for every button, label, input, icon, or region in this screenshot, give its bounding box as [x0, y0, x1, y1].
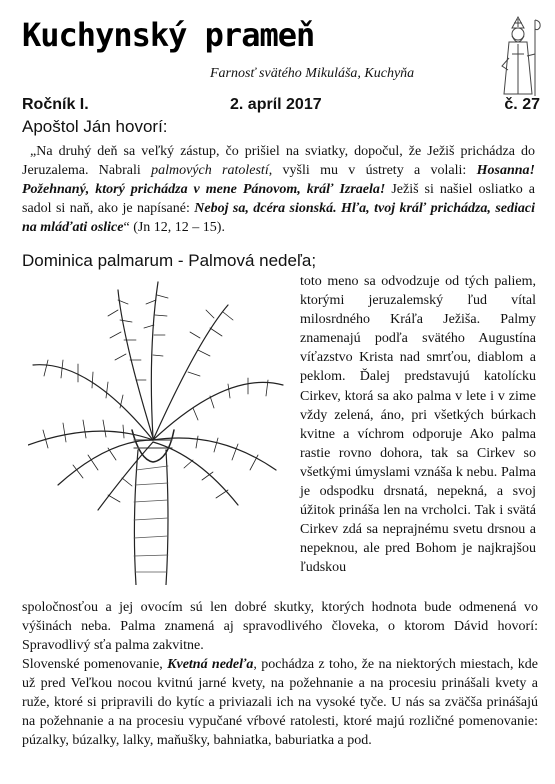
saint-nicholas-illustration [492, 14, 544, 98]
palm-tree-illustration [28, 280, 286, 585]
palm-sunday-column-text: toto meno sa odvodzuje od tých paliem, ktorými jeruzalemský ľud vítal milosrdného Kráľa Ježiša. Palmy znamenajú podľa svätého Augustína víťazstvo Krista nad smrťou, diablom a peklom. Ďalej predstavujú katolícku Cirkev, ktorá sa ako palma v lete i v zime vždy zelená, áno, pri všetkých búrkach kvitne a víchrom odporuje Ako palma rastie rovno dohora, tak sa Cirkev so všetkými úmyslami vznáša k nebu. Palma je odspodku drsnatá, nepekná, a svoj úžitok prináša len na vrcholci. Tak i svätá Cirkev zdá sa neprajnému svetu drsnou a nepeknou, ale pred Bohom je najkrajšou ľudskou [300, 274, 536, 576]
slovak-name-paragraph: Slovenské pomenovanie, Kvetná nedeľa, pochádza z toho, že na niektorých miestach, kde už pred Veľkou nocou kvitnú jarné kvety, na požehnanie a na procesiu prinášali kvety a ruže, ktoré si pripravili do kytíc a priviazali ich na vysoké tyče. U nás sa zväčša prinášajú na požehnanie a na procesiu vypučané vŕbové ratolesti, ktoré majú rozličné pomenovanie: púzalky, búzalky, lalky, maňušky, bahniatka, baburiatka a pod. [22, 657, 538, 749]
palm-sunday-continuation: spoločnosťou a jej ovocím sú len dobré skutky, ktorých hodnota bude odmenená vo výšinách neba. Palma znamená aj spravodlivého človeka, o ktorom Dávid hovorí: Spravodlivý sťa palma zakvitne. [22, 600, 538, 654]
apostle-heading: Apoštol Ján hovorí: [22, 117, 168, 136]
palm-sunday-heading: Dominica palmarum - Palmová nedeľa; [22, 251, 317, 270]
parish-name: Farnosť svätého Mikuláša, Kuchyňa [210, 66, 415, 81]
gospel-quote: „Na druhý deň sa veľký zástup, čo prišiel na sviatky, dopočul, že Ježiš prichádza do Jeruzalema. Nabrali palmových ratolestí, vyšli mu v ústrety a volali: Hosanna! Požehnaný, ktorý prichádza v mene Pánovom, kráľ Izraela! Ježiš si našiel osliatko a sadol si naň, ako je napísané: Neboj sa, dcéra sionská. Hľa, tvoj kráľ prichádza, sediaci na mláďati oslice“ (Jn 12, 12 – 15). [22, 144, 535, 235]
volume-label: Ročník I. [22, 96, 89, 113]
newsletter-title: Kuchynský prameň [22, 16, 315, 54]
issue-number: č. 27 [504, 96, 540, 113]
issue-date: 2. aprίl 2017 [230, 96, 322, 113]
issue-info [22, 96, 540, 118]
